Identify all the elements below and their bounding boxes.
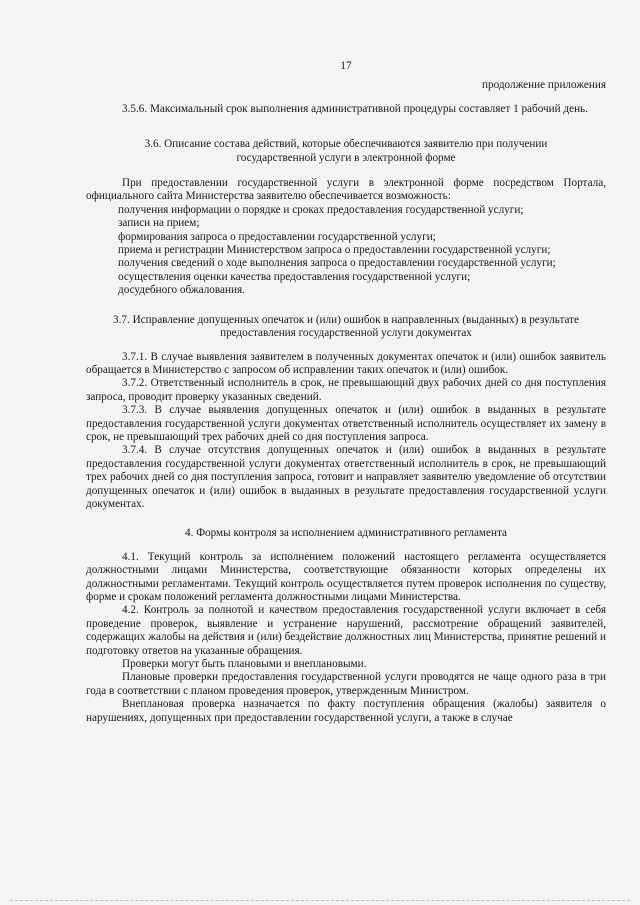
list-item: получения сведений о ходе выполнения запроса о предоставлении государственной услуги; — [118, 257, 556, 270]
page-number: 17 — [340, 60, 352, 72]
section-heading-4: 4. Формы контроля за исполнением административного регламента — [185, 527, 507, 540]
paragraph-4-1: 4.1. Текущий контроль за исполнением положений настоящего регламента осуществляется должностными лицами Министерства, соответствующие обязанности которых определены их должностными регламентами. Текущий контроль осуществляется путем проверок исполнения по существу, форме и срокам положений регламента должностными лицами Министерства. — [86, 550, 606, 603]
continuation-label: продолжение приложения — [482, 79, 606, 92]
paragraph-3-7-3: 3.7.3. В случае выявления допущенных опечаток и (или) ошибок в выданных в результате предоставления государственной услуги документах ответственный исполнитель осуществляет их замену в срок, не превышающий трех рабочих дней со дня поступления запроса. — [86, 404, 606, 443]
section-heading-3-6: 3.6. Описание состава действий, которые обеспечиваются заявителю при получении государственной услуги в электронной форме — [144, 138, 548, 164]
paragraph-4-2-types: Проверки могут быть плановыми и внеплановыми. — [122, 658, 367, 671]
list-item: осуществления оценки качества предоставления государственной услуги; — [118, 270, 471, 283]
section-heading-3-7: 3.7. Исправление допущенных опечаток и (или) ошибок в направленных (выданных) в результате предоставления государственной услуги документах — [112, 313, 580, 340]
list-item: получения информации о порядке и сроках предоставления государственной услуги; — [118, 203, 524, 216]
paragraph-3-5-6: 3.5.6. Максимальный срок выполнения административной процедуры составляет 1 рабочий день. — [122, 102, 588, 115]
paragraph-4-2: 4.2. Контроль за полнотой и качеством предоставления государственной услуги включает в себя проведение проверок, выявление и устранение нарушений, рассмотрение обращений заявителей, содержащих жалобы на действия и (или) бездействие должностных лиц Министерства, принятие решений и подготовку ответов на указанные обращения. — [86, 604, 606, 657]
paragraph-3-7-2: 3.7.2. Ответственный исполнитель в срок, не превышающий двух рабочих дней со дня поступления запроса, проводит проверку указанных сведений. — [86, 377, 606, 403]
paragraph-4-2-planned: Плановые проверки предоставления государственной услуги проводятся не чаще одного раза в три года в соответствии с планом проведения проверок, утвержденным Министром. — [86, 671, 606, 697]
list-item: формирования запроса о предоставлении государственной услуги; — [118, 230, 436, 243]
scan-edge-rule — [10, 900, 630, 901]
list-item: досудебного обжалования. — [118, 284, 245, 297]
paragraph-4-2-unplanned: Внеплановая проверка назначается по факту поступления обращения (жалобы) заявителя о нарушениях, допущенных при предоставлении государственной услуги, а также в случае — [86, 698, 606, 724]
list-item: записи на прием; — [118, 217, 200, 230]
paragraph-3-6-intro: При предоставлении государственной услуги в электронной форме посредством Портала, официального сайта Министерства заявителю обеспечивается возможность: — [86, 177, 606, 203]
paragraph-3-7-4: 3.7.4. В случае отсутствия допущенных опечаток и (или) ошибок в выданных в результате предоставления государственной услуги документах ответственный исполнитель в срок, не превышающий трех рабочих дней со дня поступления запроса, готовит и направляет заявителю уведомление об отсутствии допущенных опечаток и (или) ошибок в выданных в результате предоставления государственной услуги документах. — [86, 444, 606, 510]
list-item: приема и регистрации Министерством запроса о предоставлении государственной услуги; — [118, 244, 551, 257]
paragraph-3-7-1: 3.7.1. В случае выявления заявителем в полученных документах опечаток и (или) ошибок заявитель обращается в Министерство с запросом об исправлении таких опечаток и (или) ошибок. — [86, 350, 606, 376]
